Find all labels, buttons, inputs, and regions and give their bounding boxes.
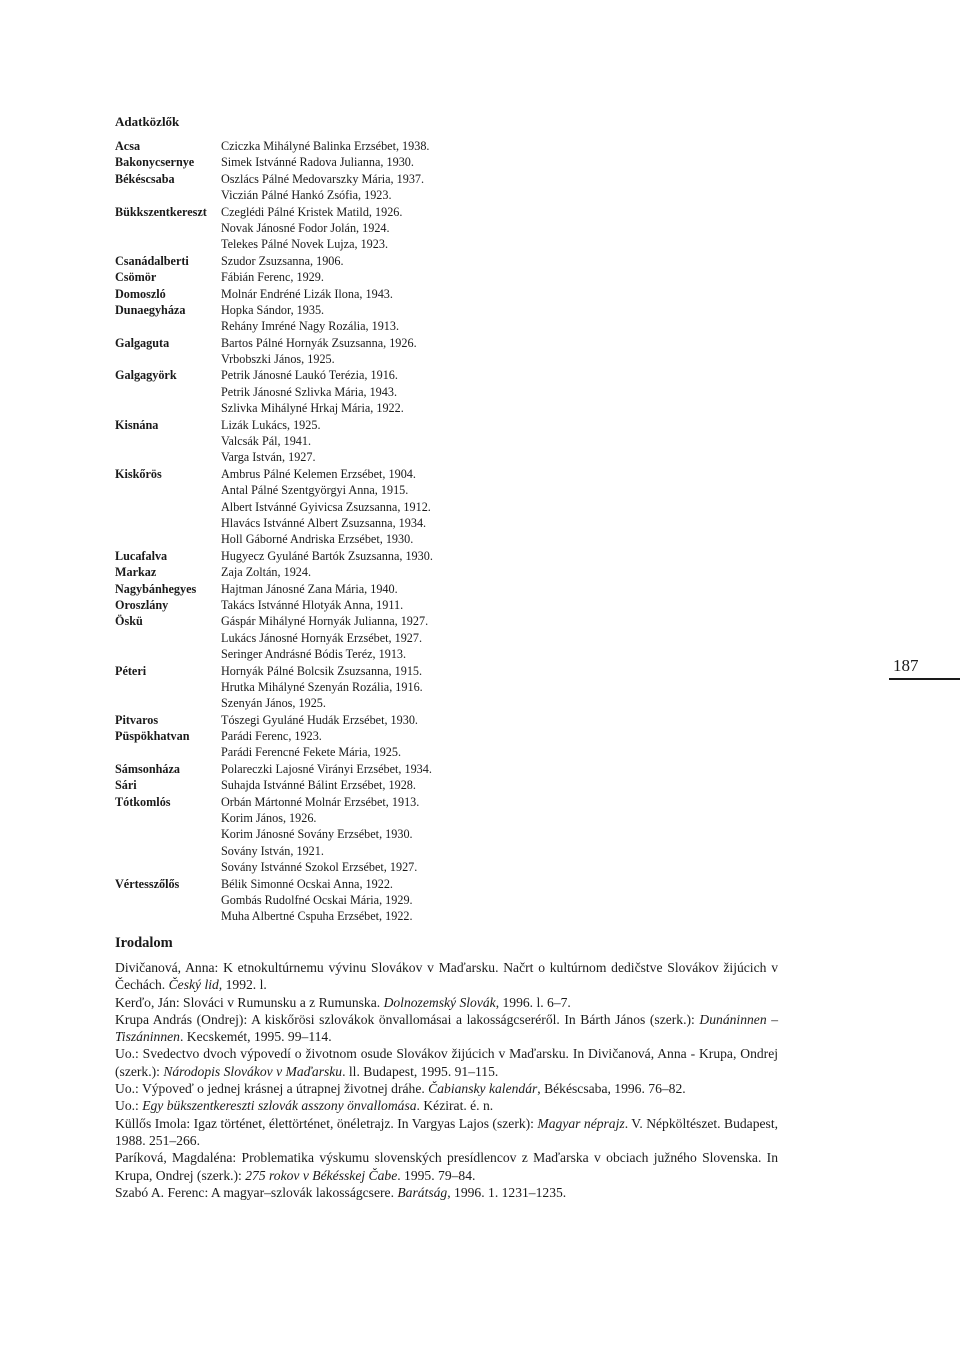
informant-place: Tótkomlós bbox=[115, 794, 171, 809]
informant-person: Bélik Simonné Ocskai Anna, 1922. bbox=[221, 876, 393, 891]
informant-row bbox=[115, 646, 433, 662]
informant-place: Péteri bbox=[115, 663, 147, 678]
informant-row bbox=[115, 630, 433, 646]
informant-person: Hlavács Istvánné Albert Zsuzsanna, 1934. bbox=[221, 515, 427, 530]
reference-entry bbox=[115, 959, 778, 994]
informant-place: Püspökhatvan bbox=[115, 729, 190, 744]
informant-place bbox=[115, 695, 221, 711]
informant-person: Szudor Zsuzsanna, 1906. bbox=[221, 253, 344, 268]
informant-place bbox=[115, 400, 221, 416]
informant-person: Simek Istvánné Radova Julianna, 1930. bbox=[221, 155, 414, 170]
reference-text: Divičanová, Anna: K etnokultúrnemu vývinu Slovákov v Maďarsku. Načrt o kultúrnom dedičstve Slovákov žijúcich v Čechách. bbox=[115, 960, 778, 993]
reference-entry bbox=[115, 994, 778, 1011]
informant-row bbox=[115, 515, 433, 531]
informant-person: Czeglédi Pálné Kristek Matild, 1926. bbox=[221, 204, 403, 219]
informant-person: Sovány Istvánné Szokol Erzsébet, 1927. bbox=[221, 860, 418, 875]
reference-text: Szabó A. Ferenc: A magyar–szlovák lakosságcsere. bbox=[115, 1184, 398, 1200]
informant-person: Polareczki Lajosné Virányi Erzsébet, 1934. bbox=[221, 761, 432, 776]
informant-person: Szenyán János, 1925. bbox=[221, 696, 326, 711]
informant-person: Fábián Ferenc, 1929. bbox=[221, 270, 324, 285]
informant-place bbox=[115, 187, 221, 203]
informant-place: Nagybánhegyes bbox=[115, 581, 197, 596]
informant-row bbox=[115, 581, 433, 597]
informant-person: Takács Istvánné Hlotyák Anna, 1911. bbox=[221, 597, 404, 612]
informant-row bbox=[115, 564, 433, 580]
informant-place bbox=[115, 859, 221, 875]
informant-place: Öskü bbox=[115, 614, 143, 629]
informant-person: Korim Jánosné Sovány Erzsébet, 1930. bbox=[221, 827, 413, 842]
informant-person: Zaja Zoltán, 1924. bbox=[221, 565, 312, 580]
informant-person: Hopka Sándor, 1935. bbox=[221, 302, 325, 317]
informant-row bbox=[115, 286, 433, 302]
informant-place: Acsa bbox=[115, 139, 141, 153]
informant-row bbox=[115, 794, 433, 810]
informant-person: Hrutka Mihályné Szenyán Rozália, 1916. bbox=[221, 679, 423, 694]
reference-title: Barátság bbox=[397, 1184, 448, 1200]
reference-entry bbox=[115, 1080, 778, 1097]
informant-row bbox=[115, 302, 433, 318]
informant-place bbox=[115, 482, 221, 498]
informant-place bbox=[115, 515, 221, 531]
reference-title: Dolnozemský Slovák bbox=[383, 994, 496, 1010]
informant-row bbox=[115, 433, 433, 449]
informant-row bbox=[115, 269, 433, 285]
informant-person: Rehány Imréné Nagy Rozália, 1913. bbox=[221, 319, 400, 334]
informant-person: Viczián Pálné Hankó Zsófia, 1923. bbox=[221, 188, 392, 203]
informant-person: Ambrus Pálné Kelemen Erzsébet, 1904. bbox=[221, 466, 416, 481]
informants-list bbox=[115, 138, 433, 925]
reference-text: , Békéscsaba, 1996. 76–82. bbox=[537, 1081, 686, 1097]
informant-person: Hornyák Pálné Bolcsik Zsuzsanna, 1915. bbox=[221, 663, 423, 678]
informant-person: Varga István, 1927. bbox=[221, 450, 316, 465]
informant-person: Albert Istvánné Gyivicsa Zsuzsanna, 1912. bbox=[221, 499, 431, 514]
reference-title: Magyar néprajz bbox=[537, 1115, 625, 1131]
reference-text: Uo.: bbox=[115, 1098, 143, 1114]
informant-place: Sári bbox=[115, 778, 137, 793]
informant-row bbox=[115, 466, 433, 482]
reference-entry bbox=[115, 1184, 778, 1201]
informant-person: Orbán Mártonné Molnár Erzsébet, 1913. bbox=[221, 794, 420, 809]
reference-text: . Kézirat. é. n. bbox=[416, 1098, 494, 1114]
informant-row bbox=[115, 204, 433, 220]
informant-row bbox=[115, 777, 433, 793]
informant-person: Seringer Andrásné Bódis Teréz, 1913. bbox=[221, 647, 407, 662]
informant-row bbox=[115, 613, 433, 629]
reference-title: Dunáninnen – Tiszáninnen bbox=[115, 1011, 778, 1045]
informant-row bbox=[115, 728, 433, 744]
informant-person: Novak Jánosné Fodor Jolán, 1924. bbox=[221, 220, 390, 235]
informant-row bbox=[115, 531, 433, 547]
reference-text: Küllős Imola: Igaz történet, élettörténet, önéletrajz. In Vargyas Lajos (szerk): bbox=[115, 1115, 538, 1131]
informant-person: Petrik Jánosné Laukó Terézia, 1916. bbox=[221, 368, 398, 383]
informant-row bbox=[115, 712, 433, 728]
informant-place: Dunaegyháza bbox=[115, 302, 186, 317]
informant-row bbox=[115, 663, 433, 679]
informant-place bbox=[115, 499, 221, 515]
reference-text: , 1996. l. 6–7. bbox=[495, 994, 571, 1010]
reference-text: . Kecskemét, 1995. 99–114. bbox=[179, 1029, 332, 1045]
informant-row bbox=[115, 679, 433, 695]
informant-place: Kiskőrös bbox=[115, 466, 162, 481]
informant-row bbox=[115, 482, 433, 498]
informant-place bbox=[115, 449, 221, 465]
informant-place: Markaz bbox=[115, 565, 157, 580]
reference-text: . V. Népköltészet. Budapest, 1988. 251–266. bbox=[115, 1115, 779, 1148]
informant-place bbox=[115, 826, 221, 842]
informant-row bbox=[115, 826, 433, 842]
informant-row bbox=[115, 810, 433, 826]
informant-place: Kisnána bbox=[115, 417, 159, 432]
informant-row bbox=[115, 154, 433, 170]
reference-entry bbox=[115, 1149, 778, 1184]
reference-title: Egy bükszentkereszti szlovák asszony önvallomása bbox=[142, 1098, 417, 1114]
reference-entry bbox=[115, 1011, 778, 1046]
informant-row bbox=[115, 417, 433, 433]
informant-person: Lukács Jánosné Hornyák Erzsébet, 1927. bbox=[221, 630, 423, 645]
informant-person: Holl Gáborné Andriska Erzsébet, 1930. bbox=[221, 532, 414, 547]
informant-place: Oroszlány bbox=[115, 597, 169, 612]
reference-title: Čabiansky kalendár bbox=[428, 1081, 538, 1097]
informant-row bbox=[115, 335, 433, 351]
informant-place bbox=[115, 908, 221, 924]
informant-row bbox=[115, 499, 433, 515]
informant-row bbox=[115, 367, 433, 383]
informant-place: Csanádalberti bbox=[115, 253, 189, 268]
reference-entry bbox=[115, 1097, 778, 1114]
reference-title: 275 rokov v Békésskej Čabe bbox=[245, 1167, 398, 1183]
informant-row bbox=[115, 236, 433, 252]
informant-row bbox=[115, 351, 433, 367]
informant-place: Domoszló bbox=[115, 286, 166, 301]
reference-entry bbox=[115, 1045, 778, 1080]
reference-text: . ll. Budapest, 1995. 91–115. bbox=[342, 1063, 499, 1079]
reference-text: Paríková, Magdaléna: Problematika výskumu slovenských presídlencov z Maďarska v obciach južného Slovenska. In Krupa, Ondrej (szerk.): bbox=[115, 1150, 778, 1183]
informant-place bbox=[115, 810, 221, 826]
informant-place bbox=[115, 531, 221, 547]
informant-row bbox=[115, 859, 433, 875]
informant-row bbox=[115, 597, 433, 613]
informant-row bbox=[115, 744, 433, 760]
informant-person: Oszlács Pálné Medovarszky Mária, 1937. bbox=[221, 171, 425, 186]
reference-text: Uo.: Výpoveď o jednej krásnej a útrapnej životnej dráhe. bbox=[115, 1081, 429, 1097]
informant-person: Tószegi Gyuláné Hudák Erzsébet, 1930. bbox=[221, 712, 418, 727]
reference-title: Český lid, bbox=[168, 977, 223, 993]
informant-row bbox=[115, 384, 433, 400]
informant-person: Antal Pálné Szentgyörgyi Anna, 1915. bbox=[221, 483, 409, 498]
informant-person: Korim János, 1926. bbox=[221, 811, 317, 826]
informant-person: Muha Albertné Cspuha Erzsébet, 1922. bbox=[221, 909, 413, 924]
informant-row bbox=[115, 548, 433, 564]
informant-place: Sámsonháza bbox=[115, 761, 181, 776]
informant-place: Vértesszőlős bbox=[115, 876, 180, 891]
references-heading: Irodalom bbox=[115, 935, 173, 951]
reference-text: Kerďo, Ján: Slováci v Rumunsku a z Rumunska. bbox=[115, 994, 384, 1010]
informant-person: Vrbobszki János, 1925. bbox=[221, 352, 335, 367]
informant-place: Lucafalva bbox=[115, 548, 168, 563]
informant-place bbox=[115, 384, 221, 400]
informant-place bbox=[115, 433, 221, 449]
informant-person: Petrik Jánosné Szlivka Mária, 1943. bbox=[221, 384, 398, 399]
informant-row bbox=[115, 892, 433, 908]
informant-row bbox=[115, 220, 433, 236]
informant-place: Galgagyörk bbox=[115, 368, 177, 383]
informant-place bbox=[115, 679, 221, 695]
informant-row bbox=[115, 187, 433, 203]
informant-row bbox=[115, 843, 433, 859]
informant-place: Békéscsaba bbox=[115, 171, 175, 186]
informant-person: Hugyecz Gyuláné Bartók Zsuzsanna, 1930. bbox=[221, 548, 433, 563]
informant-row bbox=[115, 449, 433, 465]
informant-person: Hajtman Jánosné Zana Mária, 1940. bbox=[221, 581, 398, 596]
informant-row bbox=[115, 695, 433, 711]
informant-person: Lizák Lukács, 1925. bbox=[221, 417, 321, 432]
informant-person: Valcsák Pál, 1941. bbox=[221, 434, 312, 449]
informant-person: Molnár Endréné Lizák Ilona, 1943. bbox=[221, 286, 393, 301]
reference-text: , 1996. 1. 1231–1235. bbox=[447, 1184, 567, 1200]
informant-place bbox=[115, 843, 221, 859]
reference-text: Uo.: Svedectvo dvoch výpovedí o životnom osude Slovákov žijúcich v Maďarsku. In Divičanová, Anna - Krupa, Ondrej (szerk.): bbox=[115, 1046, 778, 1079]
informant-place bbox=[115, 892, 221, 908]
informant-row bbox=[115, 253, 433, 269]
informant-place: Bükkszentkereszt bbox=[115, 204, 207, 219]
informant-row bbox=[115, 400, 433, 416]
reference-text: 1992. l. bbox=[222, 977, 267, 993]
informant-person: Gombás Rudolfné Ocskai Mária, 1929. bbox=[221, 892, 413, 907]
references-list bbox=[115, 959, 778, 1201]
reference-title: Národopis Slovákov v Maďarsku bbox=[163, 1063, 343, 1079]
informant-place bbox=[115, 630, 221, 646]
informant-person: Parádi Ferencné Fekete Mária, 1925. bbox=[221, 745, 402, 760]
informant-place: Galgaguta bbox=[115, 335, 170, 350]
informants-heading: Adatközlők bbox=[115, 114, 180, 129]
informant-place bbox=[115, 220, 221, 236]
informant-person: Bartos Pálné Hornyák Zsuzsanna, 1926. bbox=[221, 335, 417, 350]
informant-place: Bakonycsernye bbox=[115, 155, 195, 170]
informant-place bbox=[115, 744, 221, 760]
informant-person: Gáspár Mihályné Hornyák Julianna, 1927. bbox=[221, 614, 429, 629]
informant-person: Telekes Pálné Novek Lujza, 1923. bbox=[221, 237, 389, 252]
informant-person: Suhajda Istvánné Bálint Erzsébet, 1928. bbox=[221, 778, 416, 793]
reference-text: . 1995. 79–84. bbox=[397, 1167, 476, 1183]
reference-text: Krupa András (Ondrej): A kiskőrösi szlovákok önvallomásai a lakosságcseréről. In Bárth János (szerk.): bbox=[115, 1011, 700, 1027]
informant-person: Parádi Ferenc, 1923. bbox=[221, 729, 322, 744]
informant-row bbox=[115, 138, 433, 154]
page-number-rule bbox=[889, 678, 960, 680]
informant-row bbox=[115, 876, 433, 892]
informant-person: Cziczka Mihályné Balinka Erzsébet, 1938. bbox=[221, 139, 430, 153]
informant-row bbox=[115, 761, 433, 777]
page-number: 187 bbox=[893, 656, 919, 675]
informant-person: Szlivka Mihályné Hrkaj Mária, 1922. bbox=[221, 401, 404, 416]
informant-row bbox=[115, 171, 433, 187]
informant-place bbox=[115, 318, 221, 334]
informant-place bbox=[115, 646, 221, 662]
informant-place: Pitvaros bbox=[115, 712, 159, 727]
informant-place: Csömör bbox=[115, 270, 157, 285]
informant-place bbox=[115, 351, 221, 367]
informant-place bbox=[115, 236, 221, 252]
informant-row bbox=[115, 908, 433, 924]
informant-person: Sovány István, 1921. bbox=[221, 843, 324, 858]
reference-entry bbox=[115, 1115, 778, 1150]
informant-row bbox=[115, 318, 433, 334]
